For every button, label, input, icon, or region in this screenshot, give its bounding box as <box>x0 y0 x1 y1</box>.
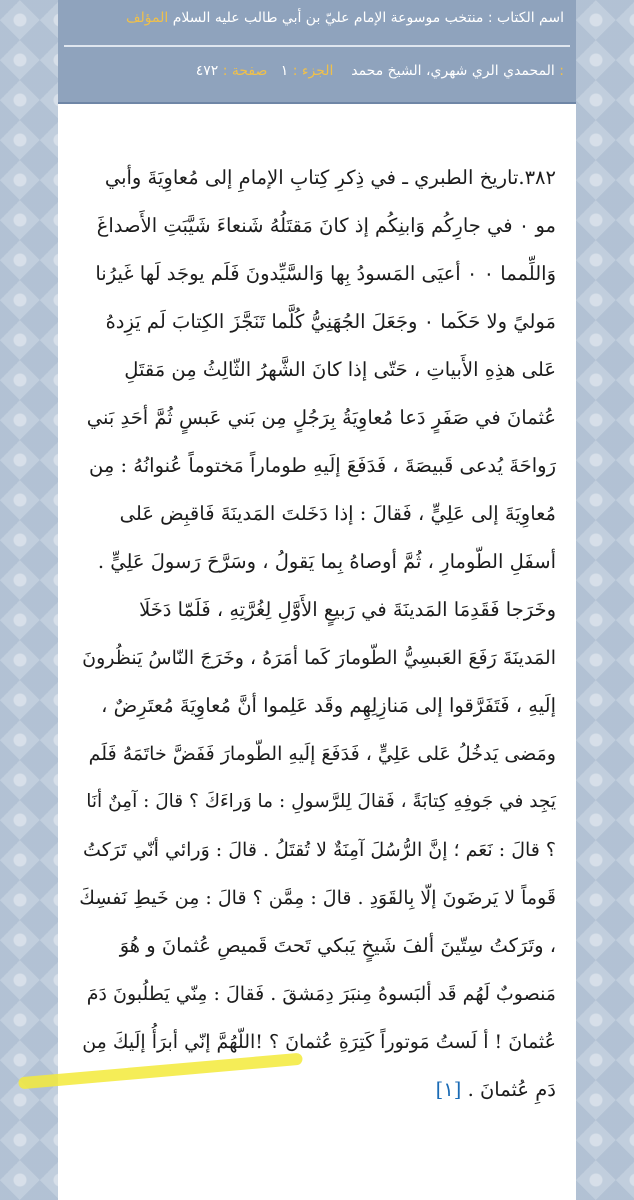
book-label: اسم الكتاب : <box>487 10 564 26</box>
text-line: المَدينَةَ رَفَعَ العَبسِيُّ الطّومارَ كَما أمَرَهُ ، وخَرَجَ النّاسُ يَنظُرونَ <box>82 647 556 669</box>
text-line: وخَرَجا فَقَدِمَا المَدينَةَ في رَبيعٍ الأَوَّلِ لِغُرَّتِهِ ، فَلَمّا دَخَلَا <box>139 598 556 621</box>
book-title-row <box>126 10 564 26</box>
text-line-end: دَمِ عُثمانَ . <box>467 1078 556 1101</box>
page-value: ٤٧٢ <box>195 63 219 79</box>
volume-value: ١ <box>280 63 289 79</box>
text-line: ٣٨٢.تاريخ الطبري ـ في ذِكرِ كِتابِ الإمامِ إلى مُعاوِيَةَ وأبي <box>104 166 556 189</box>
author-row <box>196 63 564 79</box>
decorative-border-right <box>576 0 634 1200</box>
book-page <box>58 104 576 1200</box>
text-line: عَلى هذِهِ الأَبياتِ ، حَتّى إذا كانَ الشَّهرُ الثّالِثُ مِن مَقتَلِ <box>124 358 556 381</box>
text-line: قَوماً لا يَرضَونَ إلّا بِالقَوَدِ . قالَ : مِمَّن ؟ قالَ : مِن خَيطِ نَفسِكَ <box>79 887 556 909</box>
page-text <box>78 154 556 1114</box>
text-line: مَنصوبٌ لَهُم قَد ألبَسوهُ مِنبَرَ دِمَشقَ . فَقالَ : مِنّي يَطلُبونَ دَمَ <box>86 983 556 1005</box>
decorative-border-left <box>0 0 58 1200</box>
text-line: مو ٠ في جارِكُم وَابنِكُم إذ كانَ مَقتَلُهُ شَنعاءَ شَيَّبَتِ الأَصداغَ <box>96 214 556 237</box>
book-info-header <box>58 0 576 104</box>
text-line: ؟ قالَ : نَعَم ؛ إنَّ الرُّسُلَ آمِنَةٌ لا تُقتَلُ . قالَ : وَرائي أنّي تَرَكتُ <box>83 839 556 861</box>
text-line: وَاللِّمما ٠ ٠ أعيَى المَسودُ بِها وَالسَّيِّدونَ فَلَم يوجَد لَها غَيرُنا <box>95 262 556 285</box>
text-line: مَوليً ولا حَكَما ٠ وجَعَلَ الجُهَنِيُّ كُلَّما تَنَجَّزَ الكِتابَ لَم يَزِدهُ <box>105 310 556 333</box>
text-line: رَواحَةَ يُدعى قَبيصَةَ ، فَدَفَعَ إلَيهِ طوماراً مَختوماً عُنوانُهُ : مِن <box>89 454 556 477</box>
text-line: إلَيهِ ، فَتَفَرَّقوا إلى مَنازِلِهِم وقَد عَلِموا أنَّ مُعاوِيَةَ مُعتَرِضٌ ، <box>101 694 556 717</box>
header-divider <box>64 45 570 47</box>
book-title[interactable]: منتخب موسوعة الإمام عليّ بن أبي طالب عليه السلام <box>172 10 484 26</box>
author-prefix: : <box>559 63 564 79</box>
text-line: عُثمانَ في صَفَرٍ دَعا مُعاوِيَةُ بِرَجُلٍ مِن بَني عَبسٍ ثُمَّ أحَدِ بَني <box>86 406 556 429</box>
text-line: مُعاوِيَةَ إلى عَلِيٍّ ، فَقالَ : إذا دَخَلتَ المَدينَةَ فَاقبِض عَلى <box>119 502 556 525</box>
volume-label: الجزء : <box>292 63 334 79</box>
author-name[interactable]: المحمدي الري شهري، الشيخ محمد <box>351 63 555 79</box>
author-label: المؤلف <box>126 10 169 26</box>
text-line: ومَضى يَدخُلُ عَلى عَلِيٍّ ، فَدَفَعَ إلَيهِ الطّومارَ فَفَضَّ خاتَمَهُ فَلَم <box>88 743 556 765</box>
footnote-link[interactable]: [١] <box>435 1078 462 1101</box>
text-line: يَجِد في جَوفِهِ كِتابَةً ، فَقالَ لِلرَّسولِ : ما وَراءَكَ ؟ قالَ : آمِنٌ أنَا <box>86 791 556 812</box>
page-label: صفحة : <box>222 63 268 79</box>
text-line: عُثمانَ ! أ لَستُ مَوتوراً كَتِرَةِ عُثمانَ ؟ !اللّهُمَّ إنّي أبرَأُ إلَيكَ مِن <box>82 1031 556 1053</box>
text-line: أسفَلِ الطّومارِ ، ثُمَّ أوصاهُ بِما يَقولُ ، وسَرَّحَ رَسولَ عَلِيٍّ . <box>97 550 556 573</box>
text-line: ، وتَرَكتُ سِتّينَ ألفَ شَيخٍ يَبكي تَحتَ قَميصِ عُثمانَ و هُوَ <box>119 934 556 957</box>
